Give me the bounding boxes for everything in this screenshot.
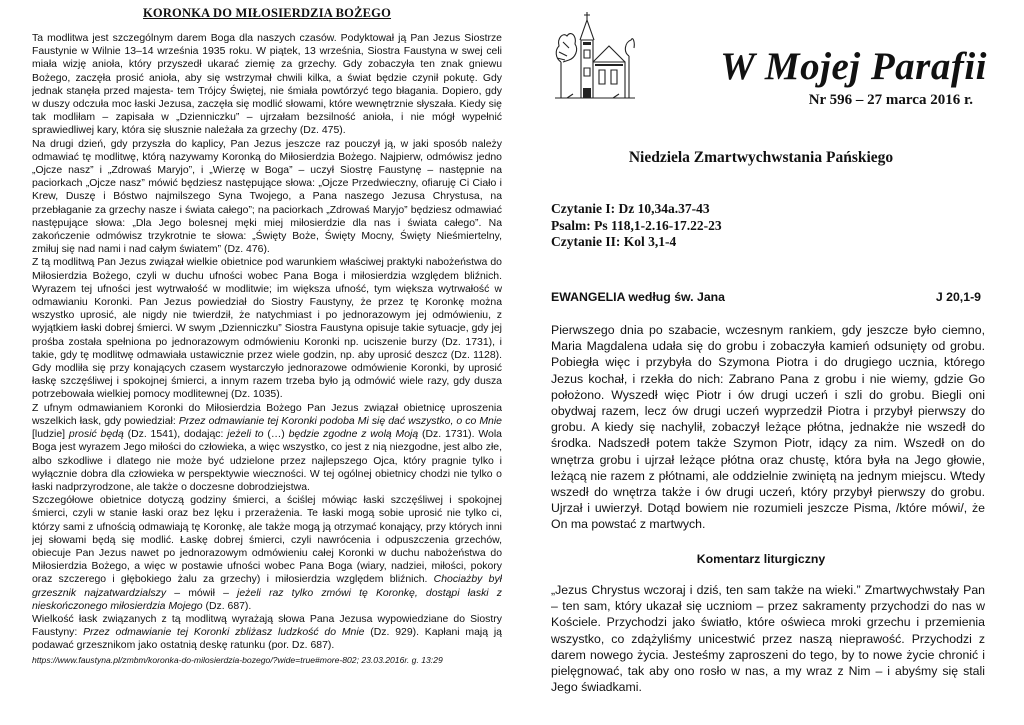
commentary-heading: Komentarz liturgiczny [696,552,826,566]
article-paragraph: Szczegółowe obietnice dotyczą godziny śmierci, a ściślej mówiąc łaski szczęśliwej i spokojnej śmierci, czyli w stanie łaski oraz bez lęku i przerażenia. Te łaski mogą sobie uprosić nie tylko ci, którzy sami z ufnością odmawiają tę Koronkę, ale także mogą ją otrzymać konający, przy których inni jej słowami będą się modlić. Łaskę dobrej śmierci, czyli nawrócenia i odpuszczenia grzechów, obiecuje Pan Jezus nawet po jednorazowym odmówieniu całej Koronki w duchu nabożeństwa do Miłosierdzia Bożego, a więc w postawie ufności wobec Pana Boga (wiary, nadziei, miłości, pokory oraz szczerego i głębokiego żalu za grzechy) i miłosierdzia względem bliźnich. Chociażby był grzesznik najzatwardzialszy – mówił – jeżeli raz tylko zmówi tę Koronkę, dostąpi łaski z nieskończonego miłosierdzia Mojego (Dz. 687). [32,495,502,612]
article-paragraph: Na drugi dzień, gdy przyszła do kaplicy, Pan Jezus jeszcze raz pouczył ją, w jaki sposób należy odmawiać tę modlitwę, którą nazywamy Koronką do Miłosierdzia Bożego. Najpierw, odmówisz jedno „Ojcze nasz” i „Zdrowaś Maryjo”, i „Wierzę w Boga” – uczył Siostrę Faustynę – następnie na paciorkach „Ojcze nasz” mówić będziesz następujące słowa: „Ojcze Przedwieczny, ofiaruję Ci Ciało i Krew, Duszę i Bóstwo najmilszego Syna Twojego, a Pana naszego Jezusa Chrystusa, na przebłaganie za grzechy nasze i świata całego”; na paciorkach „Zdrowaś Maryjo” będziesz odmawiać następujące słowa: „Dla Jego bolesnej męki miej miłosierdzie dla nas i świata całego”. Na zakończenie odmówisz trzykrotnie te słowa: „Święty Boże, Święty Mocny, Święty Nieśmiertelny, zmiłuj się nad nami i nad całym światem” (Dz. 476). [32,138,502,256]
church-drawing-icon [553,2,635,102]
gospel-text: Pierwszego dnia po szabacie, wczesnym rankiem, gdy jeszcze było ciemno, Maria Magdalena udała się do grobu i zobaczyła kamień odsunięty od grobu. Pobiegła więc i przybyła do Szymona Piotra i do drugiego ucznia, którego Jezus kochał, i rzekła do nich: Zabrano Pana z grobu i nie wiemy, gdzie Go położono. Wyszedł więc Piotr i ów drugi uczeń i szli do grobu. Biegli oni obydwaj razem, lecz ów drugi uczeń wyprzedził Piotra i przybył pierwszy do grobu. A kiedy się nachylił, zobaczył leżące płótna, jednakże nie wszedł do środka. Nadszedł potem także Szymon Piotr, idący za nim. Wszedł on do wnętrza grobu i ujrzał leżące płótna oraz chustę, która była na Jego głowie, leżącą nie razem z płótnami, ale oddzielnie zwiniętą na jednym miejscu. Wtedy wszedł do wnętrza także i ów drugi uczeń, który przybył pierwszy do grobu. Ujrzał i uwierzył. Dotąd bowiem nie rozumieli jeszcze Pisma, /które mówi/, że On ma powstać z martwych. [551,323,985,532]
article-paragraph: Ta modlitwa jest szczególnym darem Boga dla naszych czasów. Podyktował ją Pan Jezus Siostrze Faustynie w Wilnie 13–14 września 1935 roku. W piątek, 13 września, Siostra Faustyna w swej celi miała wizję anioła, który przyszedł ukarać ziemię za grzechy. Gdy zobaczyła ten znak gniewu Bożego, zaczęła prosić anioła, aby się wstrzymał chwili kilka, a świat będzie czynił pokutę. Gdy jednak stanęła przed majesta- tem Trójcy Świętej, nie śmiała powtórzyć tego błagania. Dopiero, gdy w duszy odczuła moc łaski Jezusa, zaczęła się modlić słowami, które wewnętrznie słyszała. Kiedy się tak modliłam – zapisała w „Dzienniczku” – ujrzałam bezsilność anioła, i nie mógł wypełnić sprawiedliwej kary, która się słusznie należała za grzechy (Dz. 475). [32,33,502,137]
article-title: KORONKA DO MIŁOSIERDZIA BOŻEGO [142,6,392,20]
reading-first: Czytanie I: Dz 10,34a.37-43 [551,201,710,216]
commentary-text: „Jezus Chrystus wczoraj i dziś, ten sam także na wieki.” Zmartwychwstały Pan – ten sam, który ukazał się uczniom – przez sakramenty przychodzi do nas w Kościele. Przychodzi jako światło, które oświeca mroki grzechu i przemienia wszystko, co zdążyliśmy unicestwić przez naszą nieprawość. Przychodzi z darem nowego życia. Jesteśmy zaproszeni do tego, by to nowe życie chronić i pielęgnować, tak aby ono rosło w nas, a my wraz z Nim – i abyśmy się stali Jego świadkami. [551,583,985,695]
right-column [551,0,987,725]
reading-second: Czytanie II: Kol 3,1-4 [551,234,677,249]
article-paragraph: Z tą modlitwą Pan Jezus związał wielkie obietnice pod warunkiem właściwej praktyki nabożeństwa do Miłosierdzia Bożego, czyli w duchu ufności wobec Pana Boga i miłosierdzia względem bliźnich. Wyrazem tej ufności jest wytrwałość w modlitwie; im większa ufność, tym większa wytrwałość w odmawianiu Koronki. Pan Jezus powiedział do Siostry Faustyny, że przez tę Koronkę można wszystko uprosić, ale nigdy nie twierdził, że natychmiast i po jednorazowym jej odmówieniu, z wyjątkiem łaski dobrej śmierci. W swym „Dzienniczku” Siostra Faustyna opisuje takie sytuacje, gdy jej prośba została spełniona po jednorazowym odmówieniu Koronki np. uciszenie burzy (Dz. 1731), i takie, gdy tę modlitwę odmawiała ustawicznie przez wiele godzin, np. aby uprosić deszcz (Dz. 1128). Gdy modliła się przy konających czasem wystarczyło jednorazowe odmówienie Koronki, by uprosić łaskę szczęśliwej i spokojnej śmierci, a innym razem trzeba było ją odmówić wiele razy, gdy dusza potrzebowała wielkiej pomocy modlitewnej (Dz. 1035). [32,257,502,401]
sunday-heading: Niedziela Zmartwychwstania Pańskiego [628,149,894,166]
left-column [32,6,502,722]
gospel-reference: J 20,1-9 [935,290,981,304]
article-paragraph: Wielkość łask związanych z tą modlitwą wyrażają słowa Pana Jezusa wypowiedziane do Siostry Faustyny: Przez odmawianie tej Koronki zbliżasz ludzkość do Mnie (Dz. 929). Kapłani mają ją podawać grzesznikom jako ostatnią deskę ratunku (por. Dz. 687). [32,613,502,652]
source-link[interactable]: https://www.faustyna.pl/zmbm/koronka-do-milosierdzia-bozego/?wide=true#more-802; 23.03.2016r. g. 13:29 [32,654,443,665]
article-body [32,32,502,667]
article-paragraph: Z ufnym odmawianiem Koronki do Miłosierdzia Bożego Pan Jezus związał obietnicę uproszenia wszelkich łask, gdy powiedział: Przez odmawianie tej Koronki podoba Mi się dać wszystko, o co Mnie [ludzie] prosić będą (Dz. 1541), dodając: jeżeli to (…) będzie zgodne z wolą Moją (Dz. 1731). Wola Boga jest wyrazem Jego miłości do człowieka, a więc wszystko, co jest z nią niezgodne, jest albo złe, albo szkodliwe i dlatego nie może być udzielone przez najlepszego Ojca, który pragnie tylko i wyłącznie dobra dla człowieka w perspektywie wieczności. W tej ogólnej obietnicy chodzi nie tylko o łaski nadprzyrodzone, ale także o doczesne dobrodziejstwa. [32,402,502,493]
masthead-title: W Mojej Parafii [720,45,987,88]
issue-number: Nr 596 – 27 marca 2016 r. [808,92,973,108]
gospel-header [551,290,981,304]
readings-list [551,201,722,251]
gospel-heading: EWANGELIA według św. Jana [551,290,726,304]
reading-psalm: Psalm: Ps 118,1-2.16-17.22-23 [551,217,722,233]
